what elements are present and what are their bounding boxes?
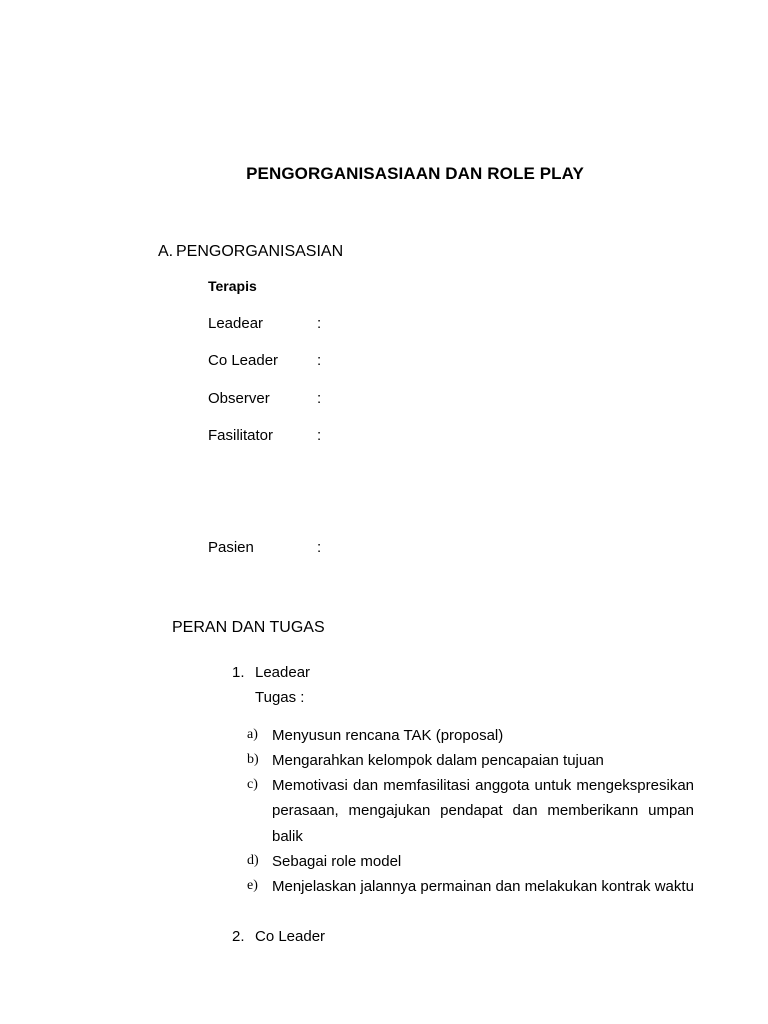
role-colon-observer: : <box>317 390 322 407</box>
role-label-fasilitator: Fasilitator <box>208 427 274 444</box>
task-text-e: Menjelaskan jalannya permainan dan melakukan kontrak waktu <box>272 878 694 895</box>
document-title: PENGORGANISASIAAN DAN ROLE PLAY <box>246 164 584 183</box>
task-text-d: Sebagai role model <box>272 853 402 870</box>
task-marker-c: c) <box>247 777 258 792</box>
task-marker-d: d) <box>247 853 259 868</box>
list-number-2: 2. <box>232 928 245 945</box>
task-text-c: Memotivasi dan memfasilitasi anggota untuk mengekspresikan perasaan, mengajukan pendapat dan memberikann umpan balik <box>272 777 694 845</box>
role-label-observer: Observer <box>208 390 270 407</box>
task-text-a: Menyusun rencana TAK (proposal) <box>272 727 504 744</box>
role-colon-pasien: : <box>317 539 322 556</box>
task-marker-e: e) <box>247 878 258 893</box>
task-marker-b: b) <box>247 752 259 767</box>
list-item-title-leader: Leadear <box>255 664 311 681</box>
role-colon-leader: : <box>317 315 322 332</box>
role-label-co-leader: Co Leader <box>208 352 279 369</box>
role-colon-fasilitator: : <box>317 427 322 444</box>
terapis-heading: Terapis <box>208 278 257 294</box>
section-a-heading <box>158 243 343 261</box>
list-item-title-co-leader: Co Leader <box>255 928 326 945</box>
section-a-letter: A. <box>158 243 174 260</box>
task-text-b: Mengarahkan kelompok dalam pencapaian tujuan <box>272 752 604 769</box>
role-label-pasien: Pasien <box>208 539 254 556</box>
section-a-title: PENGORGANISASIAN <box>176 243 344 260</box>
tugas-label: Tugas : <box>255 689 305 706</box>
list-number-1: 1. <box>232 664 245 681</box>
role-label-leader: Leadear <box>208 315 264 332</box>
role-colon-co-leader: : <box>317 352 322 369</box>
task-marker-a: a) <box>247 727 258 742</box>
peran-heading: PERAN DAN TUGAS <box>172 619 325 636</box>
